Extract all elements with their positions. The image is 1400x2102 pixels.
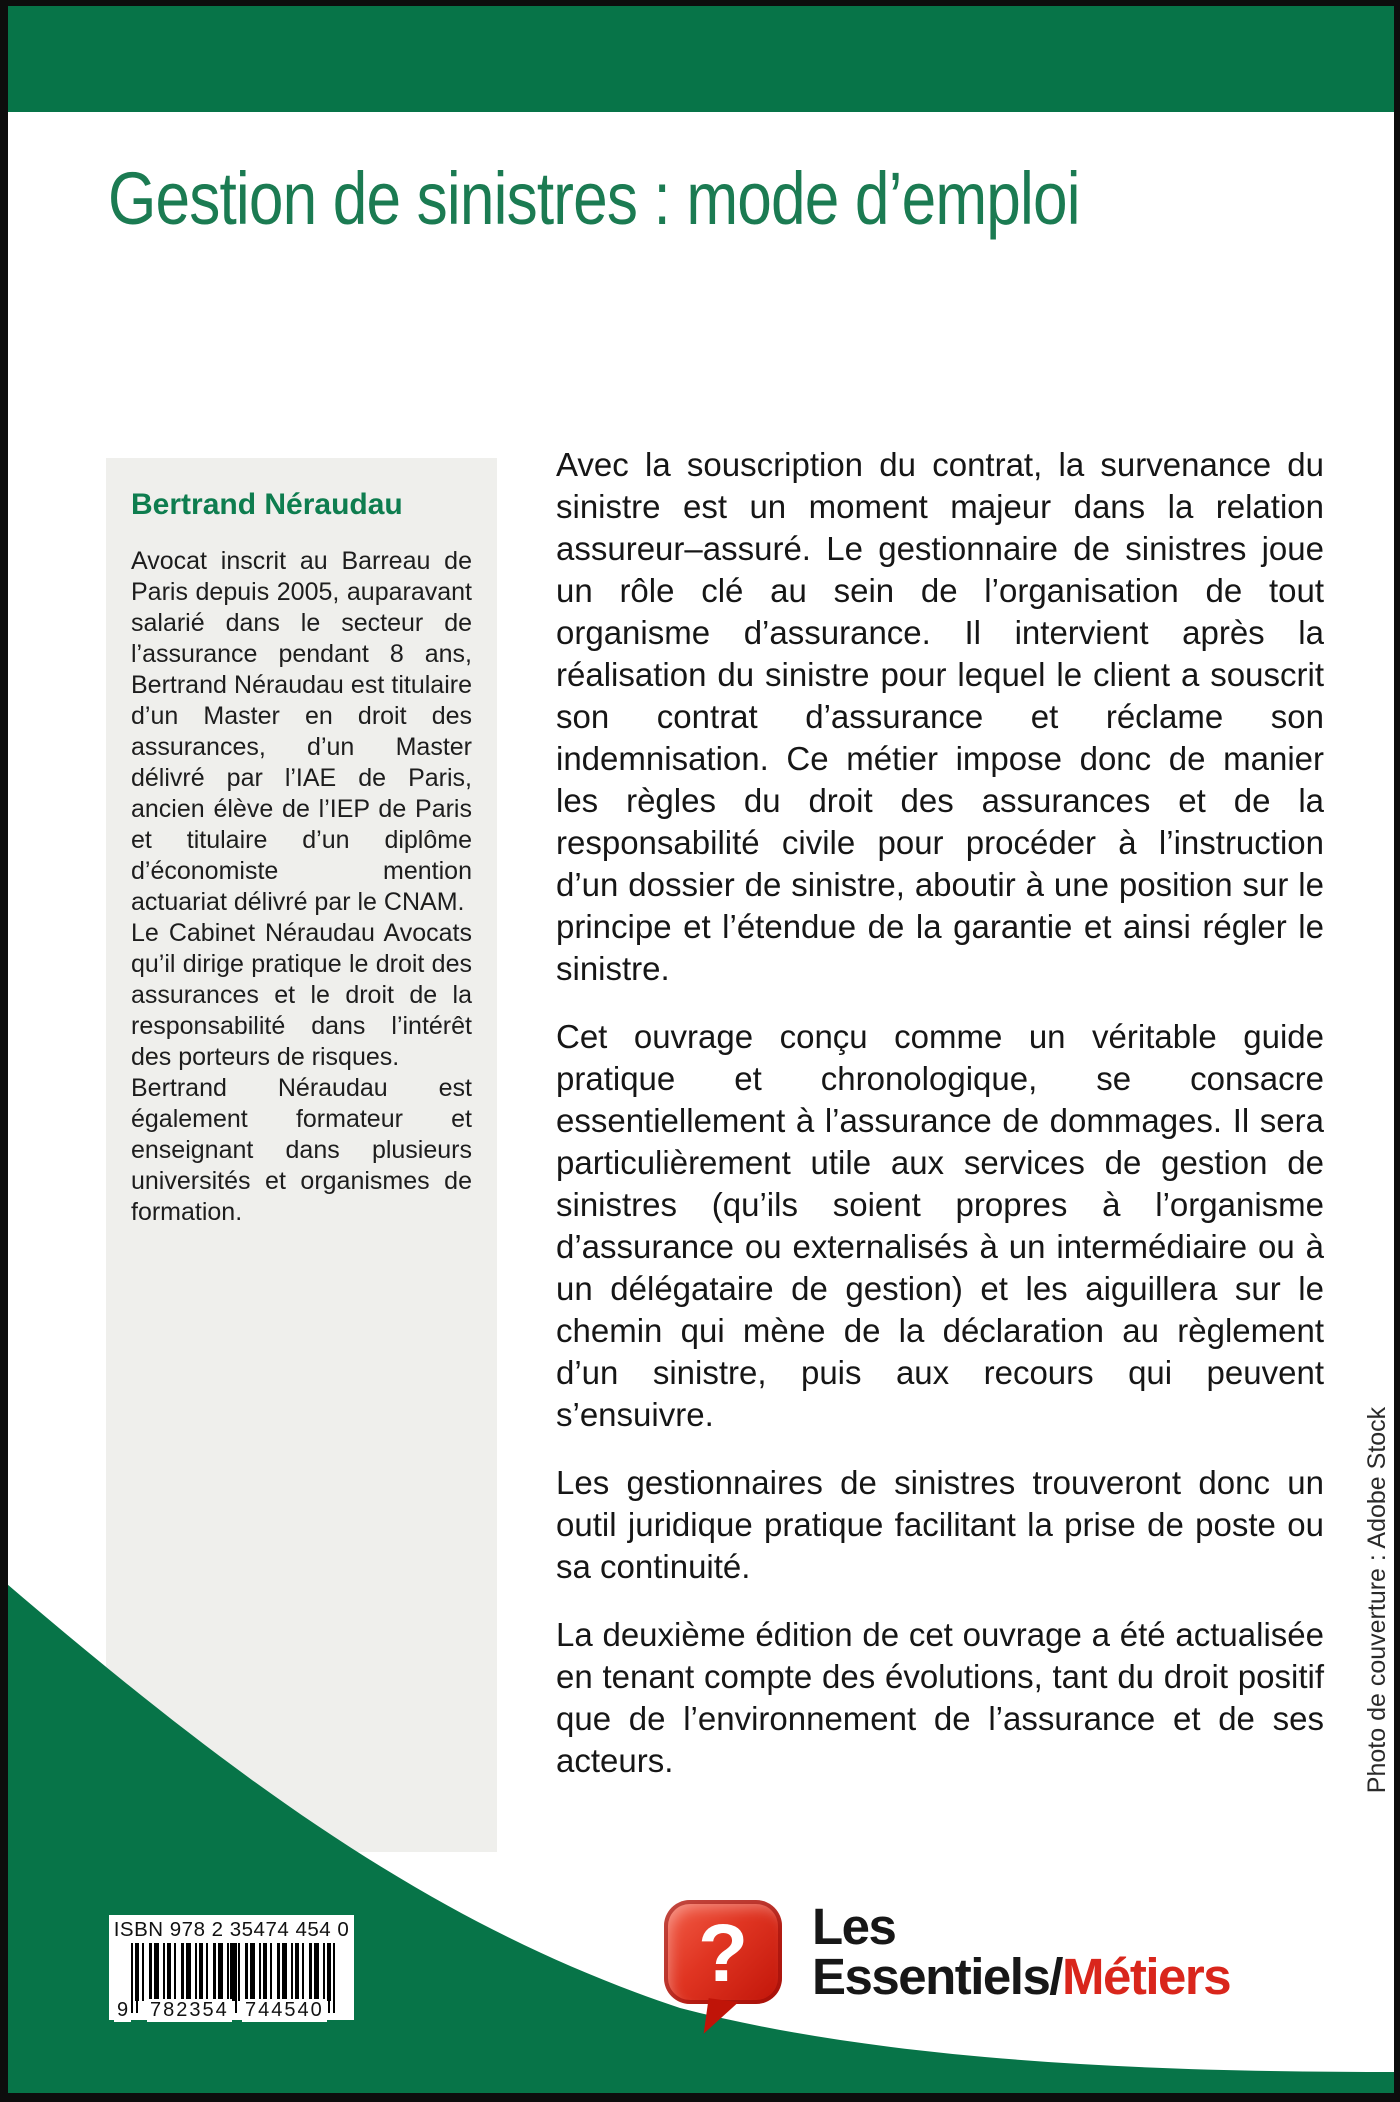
question-bubble-icon (664, 1900, 782, 2004)
author-bio-paragraph: Avocat inscrit au Barreau de Paris depuis 2005, auparavant salarié dans le secteur de l’assurance pendant 8 ans, Bertrand Néraudau est titulaire d’un Master en droit des assurances, d’un Master délivré par l’IAE de Paris, ancien élève de l’IEP de Paris et titulaire d’un diplôme d’économiste mention actuariat délivré par le CNAM. (131, 547, 472, 916)
publisher-line2-black: Essentiels/ (812, 1948, 1062, 2005)
page-edge-top (0, 0, 1400, 6)
isbn-digit-group: 782354 (147, 1999, 232, 2022)
publisher-line1: Les (812, 1898, 896, 1955)
author-bio-paragraph: Bertrand Néraudau est également formateur et enseignant dans plusieurs universités et organismes de formation. (131, 1074, 472, 1226)
question-mark-glyph: ? (697, 1908, 749, 1999)
barcode-bars (131, 1943, 334, 2001)
synopsis-paragraph: Cet ouvrage conçu comme un véritable guide pratique et chronologique, se consacre essentiellement à l’assurance de dommages. Il sera particulièrement utile aux services de gestion de sinistres (qu’ils soient propres à l’organisme d’assurance ou externalisés à un intermédiaire ou à un délégataire de gestion) et les aiguillera sur le chemin qui mène de la déclaration au règlement d’un sinistre, puis aux recours qui peuvent s’ensuivre. (556, 1018, 1324, 1433)
synopsis-paragraph: La deuxième édition de cet ouvrage a été actualisée en tenant compte des évolutions, tant du droit positif que de l’environnement de l’assurance et de ses acteurs. (556, 1616, 1324, 1779)
author-bio-paragraph: Le Cabinet Néraudau Avocats qu’il dirige pratique le droit des assurances et le droit de la responsabilité dans l’intérêt des porteurs de risques. (131, 919, 472, 1071)
publisher-line2-red: Métiers (1061, 1948, 1231, 2005)
author-name-heading: Bertrand Néraudau (131, 488, 403, 521)
page-edge-bottom (0, 2093, 1400, 2102)
publisher-line2 (812, 1948, 1352, 2005)
isbn-digit-group: 744540 (242, 1999, 327, 2022)
top-green-band (0, 6, 1400, 112)
synopsis-paragraph: Avec la souscription du contrat, la survenance du sinistre est un moment majeur dans la relation assureur–assuré. Le gestionnaire de sinistres joue un rôle clé au sein de l’organisation de tout organisme d’assurance. Il intervient après la réalisation du sinistre pour lequel le client a souscrit son contrat d’assurance et réclame son indemnisation. Ce métier impose donc de manier les règles du droit des assurances et de la responsabilité civile pour procéder à l’instruction d’un dossier de sinistre, aboutir à une position sur le principe et l’étendue de la garantie et ainsi régler le sinistre. (556, 446, 1324, 987)
page-edge-left (0, 0, 8, 2102)
synopsis-paragraph: Les gestionnaires de sinistres trouveront donc un outil juridique pratique facilitant la prise de poste ou sa continuité. (556, 1464, 1324, 1585)
page-edge-right (1394, 0, 1400, 2102)
book-title: Gestion de sinistres : mode d’emploi (108, 157, 1080, 240)
isbn-barcode-box (109, 1915, 354, 2020)
isbn-digit-lead: 9 (114, 1999, 131, 2022)
bubble-tail (704, 1998, 739, 2038)
isbn-digits (109, 1999, 354, 2020)
publisher-wordmark (812, 1898, 1352, 2005)
photo-credit: Photo de couverture : Adobe Stock (1363, 1406, 1391, 1794)
isbn-label: ISBN 978 2 35474 454 0 (113, 1918, 350, 1941)
